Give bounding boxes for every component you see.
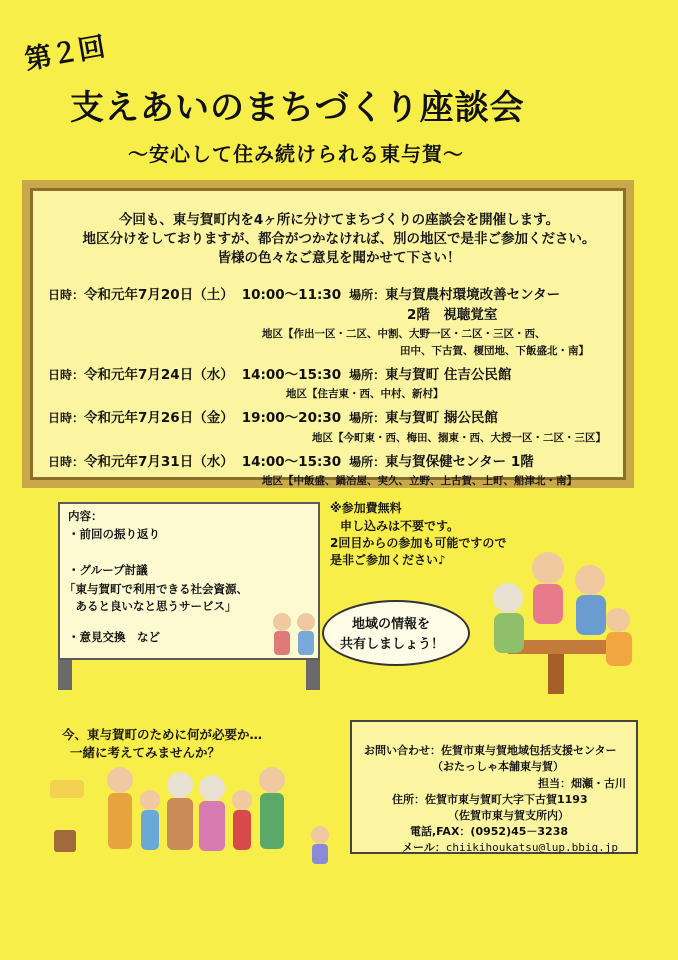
schedule-item-1 bbox=[48, 283, 560, 303]
place-label: 場所： bbox=[349, 368, 386, 382]
schedule-time: 14:00～15:30 bbox=[241, 367, 342, 383]
schedule-date: 令和元年7月24日（水） bbox=[84, 367, 234, 383]
email-label: メール： bbox=[402, 841, 446, 854]
contact-email-row bbox=[402, 839, 618, 855]
schedule-date: 令和元年7月31日（水） bbox=[84, 454, 234, 470]
note-line: 申し込みは不要です。 bbox=[340, 519, 460, 533]
schedule-area: 地区【住吉東・西、中村、新村】 bbox=[286, 388, 444, 400]
content-item: ・意見交換 など bbox=[68, 630, 160, 644]
footer-message: 一緒に考えてみませんか？ bbox=[70, 745, 221, 760]
intro-line-3: 皆様の色々なご意見を聞かせて下さい！ bbox=[217, 250, 461, 266]
schedule-item-2 bbox=[48, 363, 511, 383]
schedule-area: 地区【中飯盛、鍋冶屋、実久、立野、上古賀、上町、船津北・南】 bbox=[262, 475, 577, 487]
contact-address-sub: （佐賀市東与賀支所内） bbox=[448, 809, 569, 822]
contact-address: 住所：佐賀市東与賀町大字下古賀1193 bbox=[392, 793, 588, 806]
contact-org: お問い合わせ：佐賀市東与賀地域包括支援センター bbox=[364, 744, 617, 757]
place-label: 場所： bbox=[349, 411, 386, 425]
contact-phone: 電話,FAX：(0952)45－3238 bbox=[410, 825, 569, 838]
page-title: 支えあいのまちづくり座談会 bbox=[70, 88, 525, 128]
content-item: ・前回の振り返り bbox=[68, 527, 160, 541]
edition-label: 第２回 bbox=[22, 31, 108, 77]
schedule-place: 東与賀農村環境改善センター bbox=[385, 287, 561, 303]
contact-org-sub: （おたっしゃ本舗東与賀） bbox=[432, 760, 564, 773]
fee-note: ※参加費無料 bbox=[330, 501, 402, 515]
schedule-item-4 bbox=[48, 450, 534, 470]
contact-staff: 担当：畑瀬・古川 bbox=[538, 777, 626, 790]
schedule-area: 地区【作出一区・二区、中割、大野一区・二区・三区・西、 bbox=[262, 328, 546, 340]
footer-message: 今、東与賀町のために何が必要か… bbox=[62, 727, 263, 742]
bubble-text: 地域の情報を bbox=[352, 617, 431, 632]
intro-line-2: 地区分けをしておりますが、都合がつかなければ、別の地区で是非ご参加ください。 bbox=[82, 231, 596, 247]
content-item: ・グループ討議 bbox=[68, 563, 148, 577]
community-people-illustration bbox=[40, 760, 350, 870]
schedule-date: 令和元年7月20日（土） bbox=[84, 287, 234, 303]
board-leg-left bbox=[58, 660, 72, 690]
meeting-people-illustration bbox=[478, 540, 638, 700]
bubble-text: 共有しましょう！ bbox=[340, 637, 445, 652]
page-subtitle: ～安心して住み続けられる東与賀～ bbox=[128, 142, 464, 166]
schedule-place-2: 2階 視聴覚室 bbox=[407, 307, 498, 323]
date-label: 日時： bbox=[48, 368, 85, 382]
note-line: 2回目からの参加も可能ですので bbox=[330, 536, 507, 550]
schedule-item-3 bbox=[48, 406, 498, 426]
board-leg-right bbox=[306, 660, 320, 690]
schedule-date: 令和元年7月26日（金） bbox=[84, 410, 234, 426]
content-heading: 内容： bbox=[68, 509, 103, 523]
schedule-place: 東与賀保健センター 1階 bbox=[385, 454, 534, 470]
schedule-time: 10:00～11:30 bbox=[241, 287, 342, 303]
date-label: 日時： bbox=[48, 288, 85, 302]
schedule-place: 東与賀町 搦公民館 bbox=[385, 410, 498, 426]
content-item: 「東与賀町で利用できる社会資源、 bbox=[64, 582, 248, 596]
schedule-area-cont: 田中、下古賀、榎団地、下飯盛北・南】 bbox=[400, 345, 589, 357]
date-label: 日時： bbox=[48, 411, 85, 425]
schedule-time: 19:00～20:30 bbox=[241, 410, 342, 426]
schedule-area: 地区【今町東・西、梅田、搦東・西、大授一区・二区・三区】 bbox=[312, 432, 606, 444]
presenter-illustration bbox=[264, 610, 324, 660]
schedule-place: 東与賀町 住吉公民館 bbox=[385, 367, 512, 383]
place-label: 場所： bbox=[349, 288, 386, 302]
note-line: 是非ご参加ください♪ bbox=[330, 553, 446, 567]
contact-email[interactable]: chiikihoukatsu@lup.bbiq.jp bbox=[445, 841, 618, 854]
place-label: 場所： bbox=[349, 455, 386, 469]
schedule-time: 14:00～15:30 bbox=[241, 454, 342, 470]
content-item: あると良いなと思うサービス」 bbox=[64, 599, 237, 613]
intro-line-1: 今回も、東与賀町内を4ヶ所に分けてまちづくりの座談会を開催します。 bbox=[118, 212, 560, 228]
date-label: 日時： bbox=[48, 455, 85, 469]
